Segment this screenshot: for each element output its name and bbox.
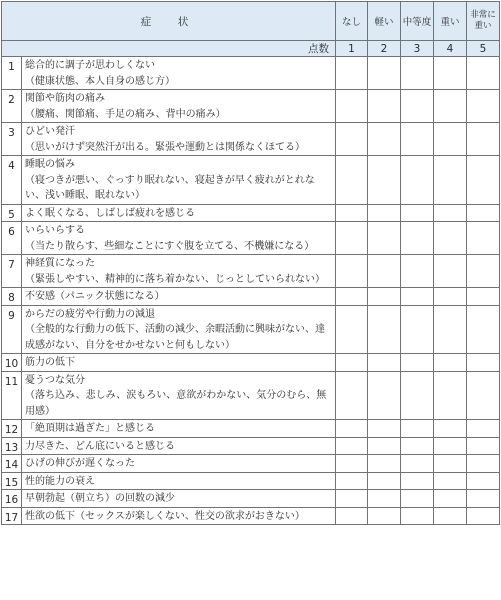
symptom-cell [22,490,336,508]
symptom-title: 関節や筋肉の痛み [25,93,105,104]
score-cell-2[interactable] [368,490,401,508]
symptom-checklist [1,1,499,525]
score-cell-1[interactable] [336,57,368,90]
symptom-cell [22,437,336,455]
score-cell-1[interactable] [336,455,368,473]
symptom-header: 症 状 [2,2,336,41]
symptom-title: 「絶頂期は過ぎた」と感じる [25,423,155,434]
score-cell-5[interactable] [467,455,500,473]
score-cell-5[interactable] [467,472,500,490]
score-cell-4[interactable] [434,204,467,222]
score-cell-3[interactable] [401,455,434,473]
score-cell-1[interactable] [336,288,368,306]
points-row [2,41,500,57]
symptom-rows [2,57,500,525]
score-cell-3[interactable] [401,490,434,508]
row-number: 1 [2,57,22,90]
symptom-detail: （腰痛、関節痛、手足の痛み、背中の痛み） [25,108,226,120]
symptom-row [2,222,500,255]
row-number: 16 [2,490,22,508]
symptom-row [2,123,500,156]
symptom-cell [22,90,336,123]
symptom-cell [22,255,336,288]
score-cell-3[interactable] [401,371,434,420]
score-cell-4[interactable] [434,123,467,156]
symptom-detail: （健康状態、本人自身の感じ方） [25,75,175,87]
score-cell-3[interactable] [401,472,434,490]
score-cell-1[interactable] [336,507,368,525]
symptom-row [2,507,500,525]
points-value: 5 [467,41,500,57]
points-value: 2 [368,41,401,57]
score-cell-3[interactable] [401,204,434,222]
row-number: 17 [2,507,22,525]
symptom-detail: （落ち込み、悲しみ、涙もろい、意欲がわかない、気分のむら、無用感） [25,390,327,417]
symptom-row [2,455,500,473]
score-cell-1[interactable] [336,354,368,372]
score-cell-2[interactable] [368,156,401,205]
score-cell-5[interactable] [467,437,500,455]
symptom-detail: （緊張しやすい、精神的に落ち着かない、じっとしていられない） [25,273,325,285]
score-cell-3[interactable] [401,222,434,255]
row-number: 11 [2,371,22,420]
symptom-title: からだの疲労や行動力の減退 [25,308,155,320]
symptom-row [2,305,500,354]
score-cell-2[interactable] [368,472,401,490]
symptom-title: 睡眠の悩み [25,159,75,170]
score-cell-5[interactable] [467,204,500,222]
score-cell-5[interactable] [467,507,500,525]
score-cell-2[interactable] [368,123,401,156]
symptom-title: 性欲の低下（セックスが楽しくない、性交の欲求がおきない） [25,510,305,522]
score-cell-2[interactable] [368,305,401,354]
score-cell-5[interactable] [467,420,500,438]
symptom-row [2,255,500,288]
row-number: 9 [2,305,22,354]
symptom-detail: （当たり散らす、些細なことにすぐ腹を立てる、不機嫌になる） [25,240,315,252]
score-cell-3[interactable] [401,123,434,156]
row-number: 6 [2,222,22,255]
score-cell-2[interactable] [368,354,401,372]
score-cell-4[interactable] [434,305,467,354]
score-cell-4[interactable] [434,90,467,123]
header-row [2,2,500,41]
score-cell-2[interactable] [368,222,401,255]
symptom-cell [22,123,336,156]
symptom-row [2,420,500,438]
symptom-title: 筋力の低下 [25,357,75,368]
score-cell-1[interactable] [336,437,368,455]
score-cell-3[interactable] [401,288,434,306]
symptom-cell [22,57,336,90]
symptom-cell [22,156,336,205]
score-cell-2[interactable] [368,288,401,306]
score-cell-5[interactable] [467,288,500,306]
row-number: 10 [2,354,22,372]
symptom-row [2,490,500,508]
symptom-title: 力尽きた、どん底にいると感じる [25,440,175,452]
score-cell-2[interactable] [368,420,401,438]
symptom-row [2,288,500,306]
row-number: 13 [2,437,22,455]
points-value: 1 [336,41,368,57]
symptom-detail: （思いがけず突然汗が出る。緊張や運動とは関係なくほてる） [25,141,305,153]
severity-header-none: なし [336,2,368,41]
symptom-cell [22,222,336,255]
score-cell-1[interactable] [336,371,368,420]
symptom-title: 神経質になった [25,258,95,269]
score-cell-5[interactable] [467,90,500,123]
score-cell-3[interactable] [401,507,434,525]
score-cell-1[interactable] [336,472,368,490]
score-cell-1[interactable] [336,123,368,156]
score-cell-1[interactable] [336,156,368,205]
score-cell-1[interactable] [336,204,368,222]
row-number: 14 [2,455,22,473]
symptom-cell [22,472,336,490]
score-cell-3[interactable] [401,305,434,354]
symptom-row [2,204,500,222]
symptom-detail: （全般的な行動力の低下、活動の減少、余暇活動に興味がない、達成感がない、自分をせかせないと何もしない） [25,324,325,351]
score-cell-2[interactable] [368,90,401,123]
symptom-title: 総合的に調子が思わしくない [25,60,155,71]
points-label: 点数 [2,41,336,57]
score-cell-4[interactable] [434,420,467,438]
score-cell-4[interactable] [434,437,467,455]
score-cell-1[interactable] [336,305,368,354]
score-cell-2[interactable] [368,507,401,525]
score-cell-4[interactable] [434,472,467,490]
score-cell-5[interactable] [467,123,500,156]
symptom-cell [22,305,336,354]
score-cell-4[interactable] [434,490,467,508]
points-value: 3 [401,41,434,57]
score-cell-3[interactable] [401,90,434,123]
score-cell-4[interactable] [434,288,467,306]
score-cell-4[interactable] [434,156,467,205]
symptom-title: ひげの伸びが遅くなった [25,458,135,469]
score-cell-4[interactable] [434,57,467,90]
symptom-cell [22,354,336,372]
score-cell-2[interactable] [368,255,401,288]
symptom-title: 性的能力の衰え [25,475,95,487]
score-cell-5[interactable] [467,490,500,508]
severity-header-mild: 軽い [368,2,401,41]
symptom-title: 早朝勃起（朝立ち）の回数の減少 [25,493,175,504]
symptom-title: 憂うつな気分 [25,374,85,386]
symptom-row [2,371,500,420]
score-cell-4[interactable] [434,255,467,288]
symptom-cell [22,204,336,222]
row-number: 12 [2,420,22,438]
score-cell-4[interactable] [434,222,467,255]
score-cell-5[interactable] [467,156,500,205]
row-number: 4 [2,156,22,205]
score-cell-5[interactable] [467,222,500,255]
score-cell-2[interactable] [368,57,401,90]
symptom-title: ひどい発汗 [25,126,75,137]
points-value: 4 [434,41,467,57]
score-cell-4[interactable] [434,354,467,372]
score-cell-2[interactable] [368,437,401,455]
score-cell-4[interactable] [434,507,467,525]
symptom-row [2,156,500,205]
score-cell-5[interactable] [467,305,500,354]
score-cell-2[interactable] [368,204,401,222]
score-cell-3[interactable] [401,255,434,288]
symptom-cell [22,455,336,473]
score-cell-3[interactable] [401,354,434,372]
symptom-title: 不安感（パニック状態になる） [25,291,165,302]
symptom-cell [22,420,336,438]
score-cell-3[interactable] [401,57,434,90]
symptom-title: よく眠くなる、しばしば疲れを感じる [25,207,195,219]
score-cell-1[interactable] [336,490,368,508]
row-number: 2 [2,90,22,123]
score-cell-5[interactable] [467,371,500,420]
score-cell-5[interactable] [467,57,500,90]
severity-header-severe: 重い [434,2,467,41]
symptom-row [2,437,500,455]
symptom-table [1,1,500,525]
row-number: 7 [2,255,22,288]
symptom-cell [22,371,336,420]
row-number: 5 [2,204,22,222]
score-cell-5[interactable] [467,255,500,288]
symptom-title: いらいらする [25,225,85,236]
score-cell-1[interactable] [336,90,368,123]
symptom-row [2,354,500,372]
symptom-cell [22,288,336,306]
symptom-row [2,90,500,123]
score-cell-4[interactable] [434,455,467,473]
symptom-row [2,472,500,490]
score-cell-5[interactable] [467,354,500,372]
symptom-cell [22,507,336,525]
score-cell-1[interactable] [336,222,368,255]
row-number: 15 [2,472,22,490]
score-cell-1[interactable] [336,420,368,438]
severity-header-moderate: 中等度 [401,2,434,41]
score-cell-3[interactable] [401,437,434,455]
score-cell-2[interactable] [368,371,401,420]
symptom-detail: （寝つきが悪い、ぐっすり眠れない、寝起きが早く疲れがとれない、浅い睡眠、眠れない） [25,174,315,201]
score-cell-2[interactable] [368,455,401,473]
score-cell-4[interactable] [434,371,467,420]
score-cell-1[interactable] [336,255,368,288]
score-cell-3[interactable] [401,156,434,205]
symptom-row [2,57,500,90]
row-number: 8 [2,288,22,306]
row-number: 3 [2,123,22,156]
severity-header-very-severe: 非常に重い [467,2,500,41]
score-cell-3[interactable] [401,420,434,438]
